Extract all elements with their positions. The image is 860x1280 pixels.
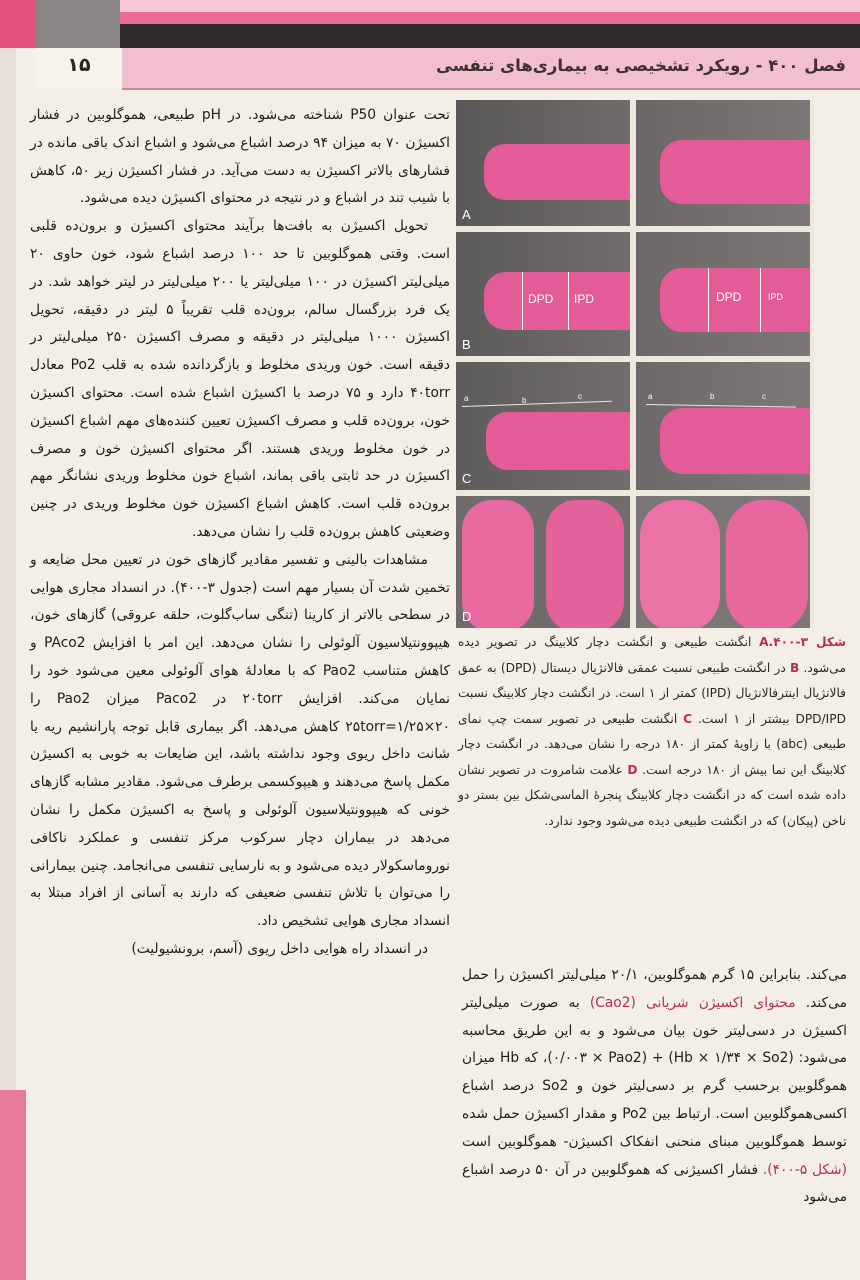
finger-image: [486, 412, 630, 470]
finger-image: [462, 500, 534, 628]
caption-label: شکل ۳-۴۰۰.: [768, 635, 847, 649]
ipd-line: [760, 268, 761, 332]
dpd-line: [522, 272, 523, 330]
panel-a-normal: [456, 100, 630, 226]
finger-image: [660, 140, 810, 204]
caption-key-a: A: [759, 635, 769, 649]
panel-d-normal: [456, 496, 630, 628]
chapter-header: [122, 48, 860, 90]
panel-c-normal: [456, 362, 630, 490]
paragraph-1: تحت عنوان P50 شناخته می‌شود. در pH طبیعی، هموگلوبین در فشار اکسیژن ۷۰ به میزان ۹۴ درصد اشباع می‌شود و اشباع اندک باقی مانده در فشارهای بالاتر اکسیژن به دست می‌آید. در فشار اکسیژن زیر ۵۰، کاهش با شیب تند در اشباع و در نتیجه در محتوای اکسیژن دیده می‌شود.: [30, 107, 451, 207]
paragraph-3: مشاهدات بالینی و تفسیر مقادیر گازهای خون در تعیین محل ضایعه و تخمین شدت آن بسیار مهم است (جدول ۳-۴۰۰). در انسداد مجاری هوایی در سطحی بالاتر از کارینا (تنگی ساب‌گلوت، حلقه عروقی) گازهای خون، هیپوونتیلاسیون آلوئولی را نشان می‌دهد. این امر با افزایش PAco2 و کاهش متناسب Pao2 که با معادلهٔ هوای آلوئولی معین می‌شود خود را نمایان می‌کند. افزایش ۲۰torr در Paco2 میزان Pao2 را ۲۵torr=۱/۲۵×۲۰ کاهش می‌دهد. اگر بیماری قابل توجه پارانشیم ریه یا شانت داخل ریوی وجود نداشته باشد، این ضایعات به خوبی به اکسیژن مکمل پاسخ می‌دهند و هیپوکسمی برطرف می‌شود. مقادیر مشابه گازهای خونی که هیپوونتیلاسیون آلوئولی و پاسخ به اکسیژن مکمل را نشان می‌دهد در بیماران دچار سرکوب مرکز تنفسی و عملکرد ناکافی نوروماسکولار دیده می‌شود و به نارسایی تنفسی می‌انجامد. چنین بیمارانی را می‌توان با تلاش تنفسی ضعیفی که دارند به آسانی از افراد مبتلا به انسداد مجاری هوایی تشخیص داد.: [30, 551, 451, 930]
dpd-label: DPD: [716, 290, 742, 304]
top-pink-strip: [120, 12, 860, 24]
left-text-column: [30, 102, 450, 964]
caption-text-c: انگشت طبیعی در تصویر سمت چپ نمای طبیعی (abc) با زاویهٔ کمتر از ۱۸۰ درجه را نشان می‌دهد. در انگشت دچار کلابینگ این نما بیش از ۱۸۰ درجه است.: [458, 711, 846, 777]
ipd-line: [568, 272, 569, 330]
dpd-label: DPD: [528, 292, 554, 306]
right-text-3: فشار اکسیژنی که هموگلوبین در آن ۵۰ درصد اشباع می‌شود: [462, 1161, 847, 1206]
top-light-pink-strip: [120, 0, 860, 12]
finger-image: [660, 408, 810, 474]
caption-text-a: انگشت طبیعی و انگشت دچار کلابینگ در تصویر دیده می‌شود.: [458, 635, 846, 675]
caption-key-b: B: [789, 660, 800, 675]
page-number-box: [36, 48, 124, 88]
point-c: c: [762, 392, 766, 401]
point-c: c: [578, 392, 582, 401]
dpd-line: [708, 268, 709, 332]
chapter-title: فصل ۴۰۰ - رویکرد تشخیصی به بیماری‌های تنفسی: [436, 56, 846, 75]
right-text-1: می‌کند. بنابراین ۱۵ گرم هموگلوبین، ۲۰/۱ میلی‌لیتر اکسیژن را حمل می‌کند.: [462, 967, 848, 1011]
figure-reference: (شکل ۵-۴۰۰).: [762, 1161, 847, 1178]
point-a: a: [464, 394, 469, 403]
point-b: b: [710, 392, 715, 401]
ipd-label: IPD: [768, 292, 784, 302]
paragraph-4: در انسداد راه هوایی داخل ریوی (آسم، برونشیولیت): [131, 940, 428, 957]
top-gray-block: [36, 0, 120, 48]
arterial-oxygen-content-term: محتوای اکسیژن شریانی (Cao2): [589, 994, 796, 1011]
panel-label-d: D: [462, 609, 472, 624]
panel-label-b: B: [462, 337, 471, 352]
ipd-label: IPD: [574, 292, 595, 306]
finger-image: [726, 500, 808, 628]
profile-line: [462, 401, 612, 407]
caption-key-c: C: [683, 711, 693, 726]
page-number: ۱۵: [67, 54, 91, 76]
point-b: b: [522, 396, 527, 405]
panel-d-clubbed: [636, 496, 810, 628]
figure-caption: [458, 630, 846, 834]
panel-a-clubbed: [636, 100, 810, 226]
right-text-2: به صورت میلی‌لیتر اکسیژن در دسی‌لیتر خون بیان می‌شود و به این طریق محاسبه می‌شود: (Hb × ۱/۳۴ × So2) + (۰/۰۰۳ × Pao2)، که Hb میزان هموگلوبین برحسب گرم بر دسی‌لیتر خون و So2 درصد اشباع اکسی‌هموگلوبین است. ارتباط بین Po2 و مقدار اکسیژن حمل شده توسط هموگلوبین مبنای منحنی انفکاک اکسیژن- هموگلوبین است: [462, 994, 848, 1150]
caption-key-d: D: [627, 762, 638, 777]
panel-b-clubbed: [636, 232, 810, 356]
finger-image: [640, 500, 720, 628]
side-pink-tab: [0, 1090, 26, 1280]
right-paragraph: [462, 962, 847, 1212]
panel-label-c: C: [462, 471, 472, 486]
finger-image: [484, 144, 630, 200]
figure-3-400: [456, 100, 814, 628]
panel-c-clubbed: [636, 362, 810, 490]
panel-b-normal: [456, 232, 630, 356]
caption-text-b: در انگشت طبیعی نسبت عمقی فالانژیال دیستال (DPD) به عمق فالانژیال اینترفالانژیال (IPD) کمتر از ۱ است. در انگشت دچار کلابینگ نسبت DPD/IPD بیشتر از ۱ است.: [458, 660, 846, 726]
caption-text-d: علامت شامروت در تصویر نشان داده شده است که در انگشت دچار کلابینگ پنجرهٔ الماسی‌شکل بین بستر دو ناخن (پیکان) که در انگشت طبیعی دیده می‌شود وجود ندارد.: [458, 762, 846, 828]
finger-image: [546, 500, 624, 628]
top-left-pink-block: [0, 0, 36, 48]
point-a: a: [648, 392, 653, 401]
finger-image: [484, 272, 630, 330]
paragraph-2: تحویل اکسیژن به بافت‌ها برآیند محتوای اکسیژن و برون‌ده قلبی است. وقتی هموگلوبین تا حد ۱۰۰ درصد اشباع شود، خون حاوی ۲۰ میلی‌لیتر اکسیژن در ۱۰۰ میلی‌لیتر یا ۲۰۰ میلی‌لیتر در لیتر خواهد شد. در یک فرد بزرگسال سالم، برون‌ده قلب تقریباً ۵ لیتر در دقیقه، تحویل اکسیژن ۱۰۰۰ میلی‌لیتر در دقیقه و مصرف اکسیژن ۲۵۰ میلی‌لیتر در دقیقه است. خون وریدی مخلوط و بازگردانده شده به قلب Po2 معادل ۴۰torr دارد و ۷۵ درصد با اکسیژن اشباع شده است. محتوای اکسیژن خون، برون‌ده قلب و مصرف اکسیژن تعیین کننده‌های مهم اشباع اکسیژن در خون مخلوط وریدی هستند. اگر محتوای اکسیژن خون و مصرف اکسیژن در حد ثابتی باقی بماند، اشباع خون مخلوط وریدی نشانگر مهم برون‌ده قلب است. کاهش اشباع اکسیژن خون مخلوط وریدی در چنین وضعیتی کاهش برون‌ده قلب را نشان می‌دهد.: [30, 218, 451, 540]
right-text-column: [462, 962, 847, 1212]
panel-label-a: A: [462, 207, 471, 222]
